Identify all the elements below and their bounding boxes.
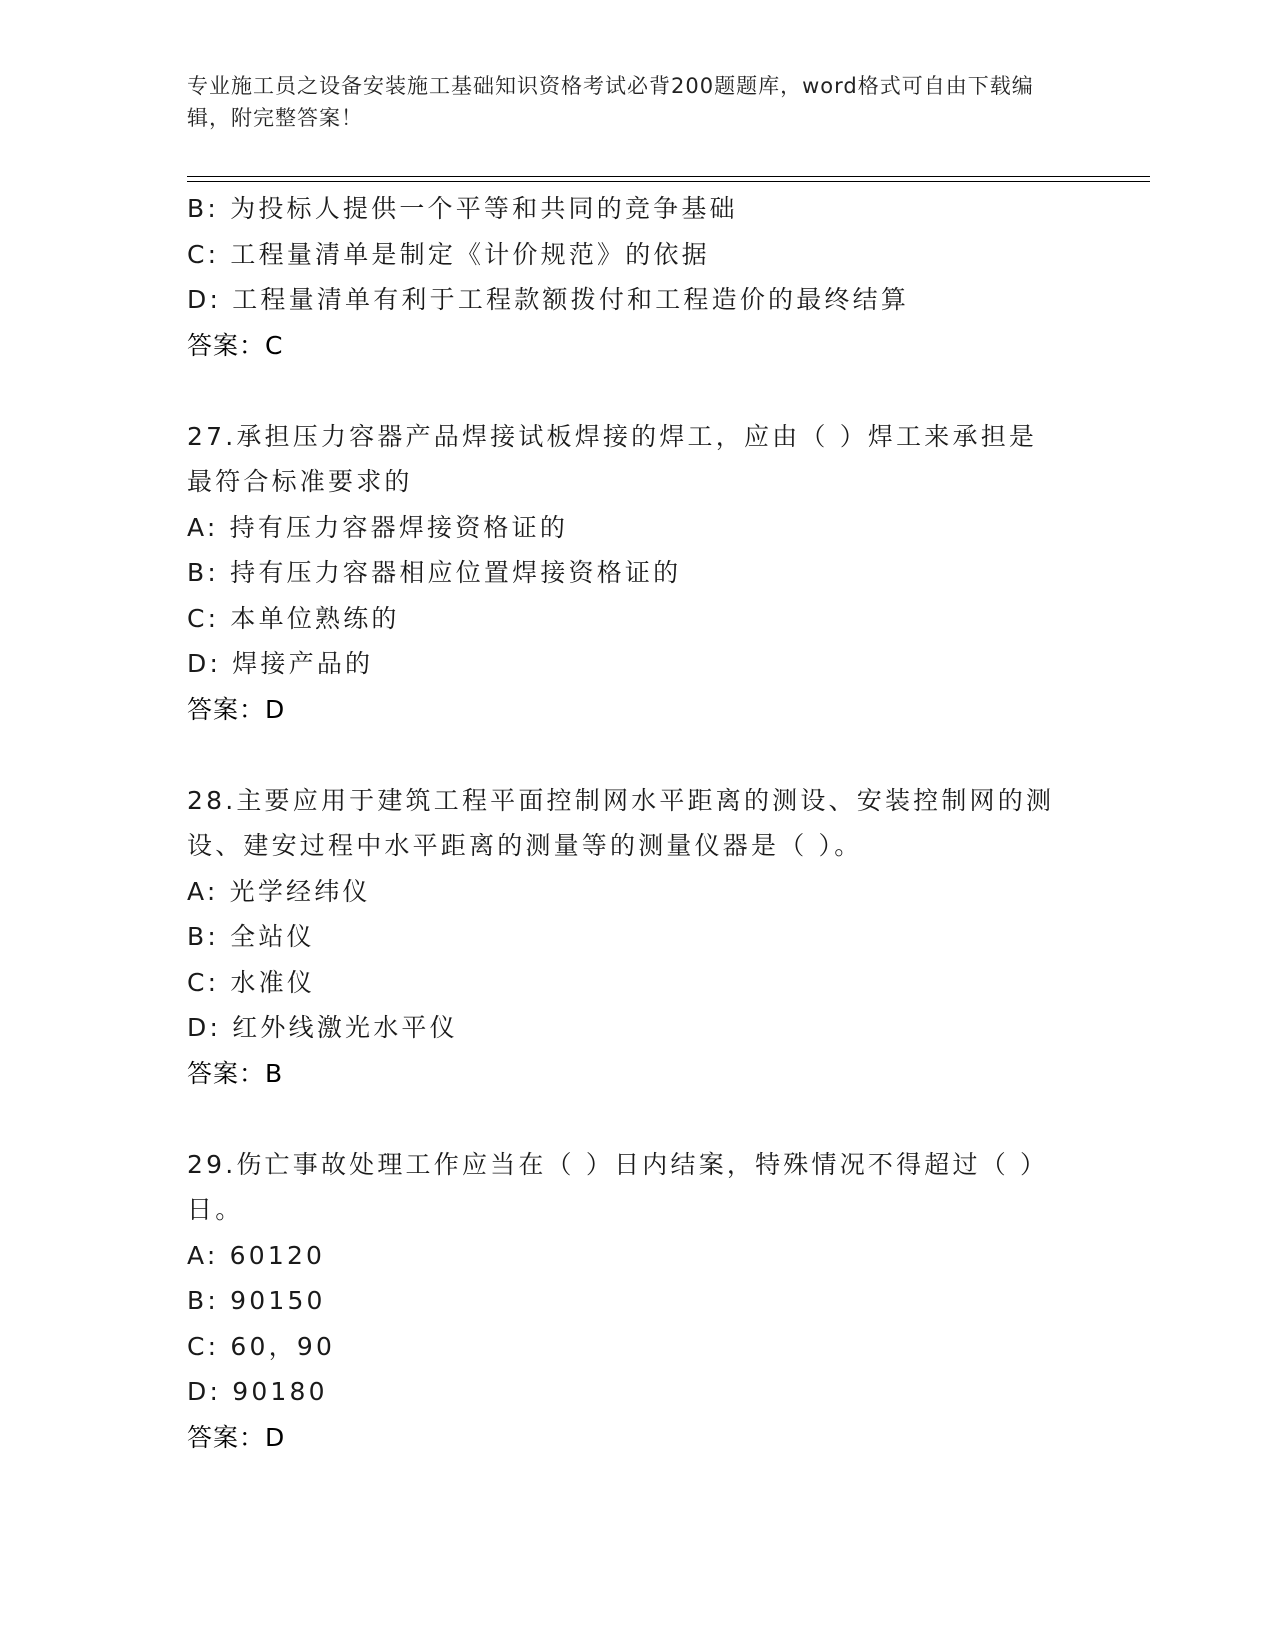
question-text: 设、建安过程中水平距离的测量等的测量仪器是（ ）。 — [187, 831, 863, 860]
option-line: C: 本单位熟练的 — [187, 603, 400, 633]
header-rule-top — [187, 176, 1150, 177]
answer-line: 答案：B — [187, 1058, 284, 1088]
answer-line: 答案：D — [187, 694, 286, 724]
question-block — [187, 414, 1087, 733]
question-block — [187, 778, 1087, 1097]
option-line: D: 焊接产品的 — [187, 649, 374, 678]
option-line: A: 60120 — [187, 1240, 326, 1270]
question-text: 27.承担压力容器产品焊接试板焊接的焊工，应由（ ）焊工来承担是 — [187, 421, 1038, 451]
option-line: B: 为投标人提供一个平等和共同的竞争基础 — [187, 194, 738, 223]
option-line: B: 持有压力容器相应位置焊接资格证的 — [187, 558, 682, 587]
answer-line: 答案：C — [187, 330, 284, 360]
question-block — [187, 186, 1087, 368]
option-line: A: 持有压力容器焊接资格证的 — [187, 512, 569, 542]
option-line: C: 水准仪 — [187, 967, 316, 997]
document-header: 专业施工员之设备安装施工基础知识资格考试必背200题题库，word格式可自由下载编辑，附完整答案！ — [187, 74, 1034, 130]
option-line: C: 60，90 — [187, 1331, 336, 1361]
question-list — [187, 186, 1087, 1460]
option-line: B: 90150 — [187, 1286, 326, 1315]
question-text: 最符合标准要求的 — [187, 467, 413, 496]
answer-line: 答案：D — [187, 1422, 286, 1452]
option-line: D: 90180 — [187, 1377, 328, 1406]
option-line: B: 全站仪 — [187, 922, 315, 951]
option-line: D: 红外线激光水平仪 — [187, 1013, 458, 1042]
question-text: 29.伤亡事故处理工作应当在（ ）日内结案，特殊情况不得超过（ ） — [187, 1149, 1049, 1179]
question-block — [187, 1142, 1087, 1461]
block-spacer — [187, 1096, 1087, 1142]
block-spacer — [187, 368, 1087, 414]
question-text: 日。 — [187, 1195, 244, 1224]
block-spacer — [187, 732, 1087, 778]
option-line: D: 工程量清单有利于工程款额拨付和工程造价的最终结算 — [187, 285, 910, 314]
question-text: 28.主要应用于建筑工程平面控制网水平距离的测设、安装控制网的测 — [187, 785, 1055, 815]
header-rule-bottom — [187, 181, 1150, 182]
option-line: C: 工程量清单是制定《计价规范》的依据 — [187, 239, 710, 269]
option-line: A: 光学经纬仪 — [187, 876, 371, 906]
